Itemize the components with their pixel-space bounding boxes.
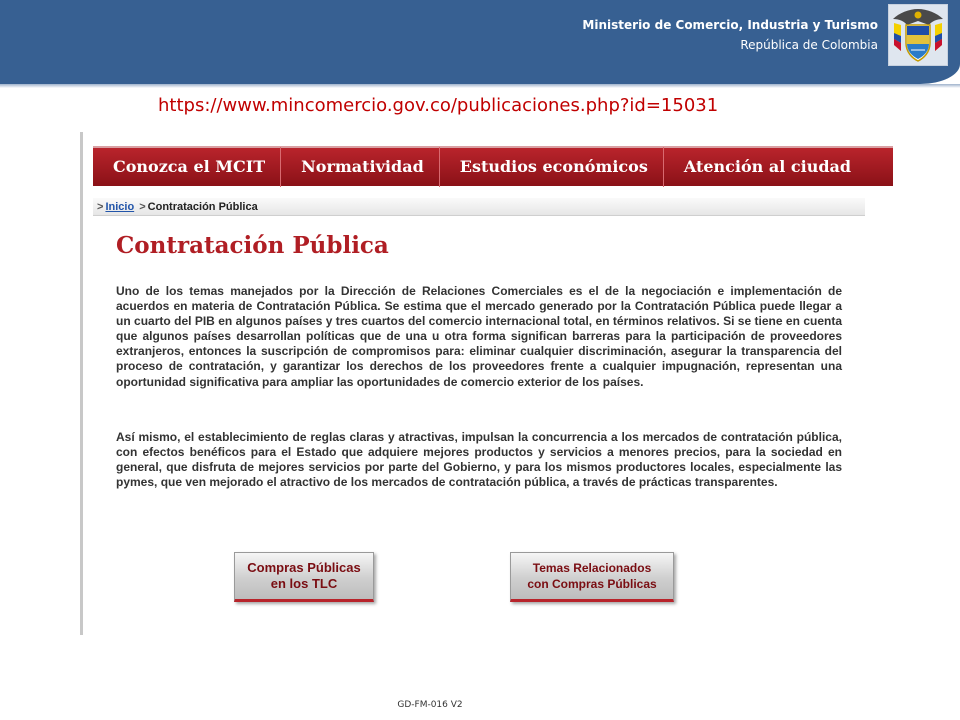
body-paragraph-2: Así mismo, el establecimiento de reglas claras y atractivas, impulsan la concurrencia a los mercados de contratación pública, con efectos benéficos para el Estado que adquiere mejores productos y servicios a menores precios, para la sociedad en general, que disfruta de mejores servicios por parte del Gobierno, y para los mismos productores locales, especialmente las pymes, que ven mejorado el atractivo de los mercados de contratación pública, a través de prácticas transparentes. (116, 430, 842, 490)
temas-relacionados-button-line2: con Compras Públicas (527, 577, 657, 591)
header-banner (0, 0, 960, 84)
nav-item-atencion[interactable]: Atención al ciudad (683, 157, 852, 176)
page-title: Contratación Pública (116, 232, 389, 259)
ministry-country: República de Colombia (740, 38, 878, 52)
breadcrumb-home-link[interactable]: Inicio (105, 201, 135, 213)
chevron-right-icon: > (97, 201, 104, 213)
footer-document-code: GD-FM-016 V2 (397, 700, 463, 710)
webpage-screenshot (80, 132, 893, 635)
nav-item-conozca[interactable]: Conozca el MCIT (93, 147, 281, 187)
site-nav-bar (93, 146, 893, 186)
compras-tlc-button-line1: Compras Públicas (247, 560, 361, 575)
breadcrumb-current: Contratación Pública (147, 201, 258, 213)
temas-relacionados-button-line1: Temas Relacionados (532, 561, 652, 575)
compras-tlc-button[interactable] (234, 552, 374, 602)
compras-tlc-button-line2: en los TLC (270, 576, 338, 591)
ministry-name: Ministerio de Comercio, Industria y Turismo (582, 18, 878, 32)
nav-item-estudios[interactable]: Estudios económicos (440, 147, 664, 187)
temas-relacionados-button[interactable] (510, 552, 674, 602)
breadcrumb (93, 198, 865, 216)
page-url[interactable]: https://www.mincomercio.gov.co/publicaciones.php?id=15031 (158, 95, 719, 116)
nav-item-normatividad[interactable]: Normatividad (281, 147, 440, 187)
chevron-right-icon: > (139, 201, 146, 213)
body-paragraph-1: Uno de los temas manejados por la Dirección de Relaciones Comerciales es el de la negociación e implementación de acuerdos en materia de Contratación Pública. Se estima que el mercado generado por la Contratación Pública puede llegar a un cuarto del PIB en algunos países y tres cuartos del comercio internacional total, en términos relativos. Si se tiene en cuenta que algunos países desarrollan políticas que de una u otra forma significan barreras para la participación de proveedores extranjeros, entonces la suscripción de compromisos para: eliminar cualquier discriminación, asegurar la transparencia del proceso de contratación, y garantizar los derechos de los proveedores frente a cualquier impugnación, representan una oportunidad significativa para ampliar las oportunidades de comercio exterior de los países. (116, 284, 842, 389)
coat-of-arms-icon (888, 4, 948, 66)
